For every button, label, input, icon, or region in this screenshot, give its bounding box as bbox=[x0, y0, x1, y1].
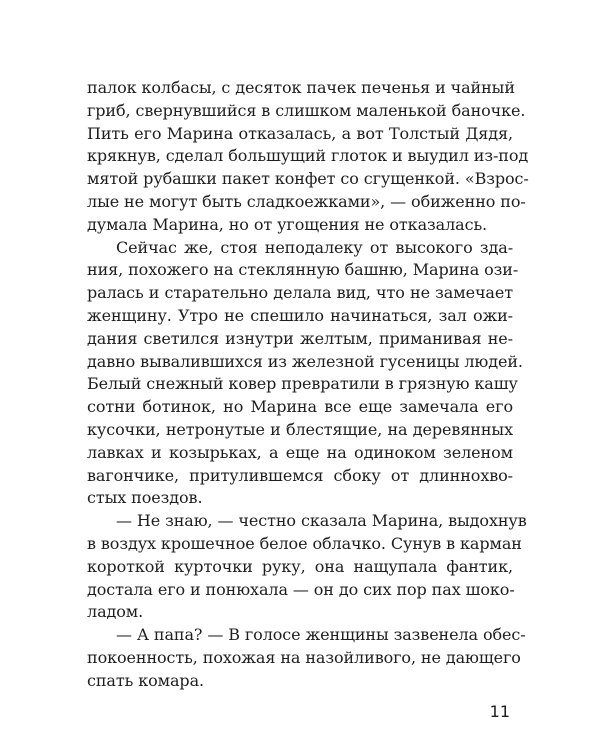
text-line: вагончике, притулившемся сбоку от длиннохво- bbox=[87, 465, 513, 485]
text-line: ралась и старательно делала вид, что не замечает bbox=[87, 283, 513, 303]
text-line: кусочки, нетронутые и блестящие, на деревянных bbox=[87, 420, 513, 439]
text-line: спать комара. bbox=[87, 670, 204, 690]
text-line: гриб, свернувшийся в слишком маленькой баночке. bbox=[87, 100, 526, 120]
text-line: женщину. Утро не спешило начинаться, зал ожи- bbox=[87, 306, 513, 325]
text-line: покоенность, похожая на назойливого, не дающего bbox=[87, 648, 521, 667]
text-line: — А папа? — В голосе женщины зазвенела обес- bbox=[116, 625, 526, 645]
text-line: сотни ботинок, но Марина все еще замечала его bbox=[87, 397, 513, 417]
text-line: короткой курточки руку, она нащупала фантик, bbox=[87, 556, 513, 576]
text-line: палок колбасы, с десяток пачек печенья и чайный bbox=[87, 78, 515, 97]
text-line: достала его и понюхала — он до сих пор пах шоко- bbox=[87, 579, 515, 599]
page-number: 11 bbox=[489, 702, 510, 721]
text-line: Белый снежный ковер превратили в грязную кашу bbox=[87, 374, 518, 394]
text-line: мятой рубашки пакет конфет со сгущенкой. «Взрос- bbox=[87, 169, 529, 189]
text-line: Сейчас же, стоя неподалеку от высокого зда- bbox=[116, 237, 513, 257]
text-line: в воздух крошечное белое облачко. Сунув в карман bbox=[87, 534, 522, 553]
text-line: крякнув, сделал большущий глоток и выудил из-под bbox=[87, 146, 529, 166]
text-line: стых поездов. bbox=[87, 488, 203, 508]
text-line: думала Марина, но от угощения не отказалась. bbox=[87, 214, 488, 234]
text-line: дания светился изнутри желтым, приманивая не- bbox=[87, 328, 513, 348]
text-line: давно вывалившихся из железной гусеницы людей. bbox=[87, 351, 523, 371]
text-line: ния, похожего на стеклянную башню, Марина ози- bbox=[87, 260, 519, 280]
text-line: — Не знаю, — честно сказала Марина, выдохнув bbox=[116, 511, 527, 531]
text-line: ладом. bbox=[87, 602, 144, 622]
text-line: лые не могут быть сладкоежками», — обиженно по- bbox=[87, 192, 526, 211]
text-line: лавках и козырьках, а еще на одиноком зеленом bbox=[87, 442, 513, 462]
text-line: Пить его Марина отказалась, а вот Толстый Дядя, bbox=[87, 123, 513, 143]
